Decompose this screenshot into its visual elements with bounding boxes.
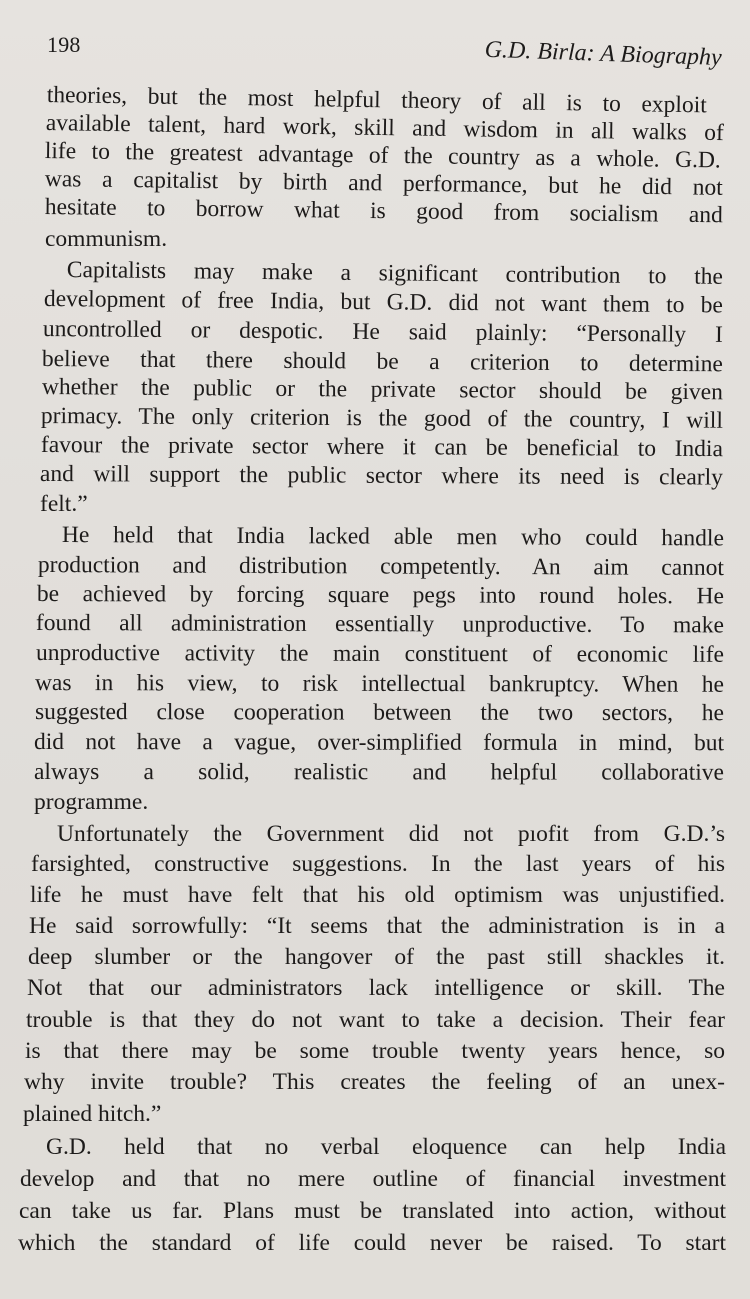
text-line: Capitalists may make a significant contribution to the [66, 257, 723, 290]
page-number: 198 [47, 32, 81, 57]
text-line: plained hitch.” [23, 1101, 162, 1127]
text-line: available talent, hard work, skill and wisdom in all walks of [45, 110, 724, 147]
text-line: life he must have felt that his old optimism was unjustified. [30, 882, 725, 908]
text-line: always a solid, realistic and helpful collaborative [33, 759, 725, 786]
text-line: did not have a vague, over-simplified formula in mind, but [33, 729, 725, 757]
text-line: favour the private sector where it can be beneficial to India [40, 432, 723, 463]
text-line: trouble is that they do not want to take a decision. Their fear [26, 1007, 725, 1033]
text-line: life to the greatest advantage of the country as a whole. G.D. [44, 138, 721, 174]
text-line: was in his view, to risk intellectual bankruptcy. When he [34, 670, 725, 698]
text-line: whether the public or the private sector should be given [41, 374, 723, 406]
text-line: believe that there should be a criterion to determine [41, 346, 723, 378]
text-line: farsighted, constructive suggestions. In the last years of his [31, 851, 725, 877]
text-line: hesitate to borrow what is good from socialism and [44, 194, 723, 229]
text-line: why invite trouble? This creates the feeling of an unex- [24, 1069, 725, 1095]
text-line: be achieved by forcing square pegs into round holes. He [36, 581, 725, 610]
text-line: was a capitalist by birth and performance, but he did not [44, 166, 723, 201]
text-line: production and distribution competently. An aim cannot [37, 552, 725, 581]
text-line: develop and that no mere outline of financial investment [20, 1166, 726, 1192]
text-line: development of free India, but G.D. did not want them to be [43, 286, 723, 319]
text-line: He held that India lacked able men who could handle [61, 522, 725, 552]
text-line: primacy. The only criterion is the good of the country, I will [40, 403, 723, 434]
running-head: G.D. Birla: A Biography [484, 36, 723, 71]
text-line: suggested close cooperation between the two sectors, he [34, 699, 725, 727]
text-line: Not that our administrators lack intelligence or skill. The [27, 975, 725, 1001]
text-line: Unfortunately the Government did not pıofit from G.D.’s [57, 821, 725, 847]
text-line: which the standard of life could never be raised. To start [18, 1230, 726, 1256]
text-line: unproductive activity the main constituent of economic life [35, 640, 725, 668]
text-line: deep slumber or the hangover of the past still shackles it. [28, 944, 725, 970]
text-line: programme. [34, 789, 149, 815]
text-line: felt.” [40, 491, 88, 517]
text-line: communism. [45, 226, 168, 252]
text-line: can take us far. Plans must be translated into action, without [19, 1198, 726, 1224]
text-line: G.D. held that no verbal eloquence can help India [46, 1134, 726, 1160]
text-line: is that there may be some trouble twenty years hence, so [25, 1038, 725, 1064]
text-line: and will support the public sector where its need is clearly [39, 461, 724, 491]
text-line: found all administration essentially unproductive. To make [35, 610, 725, 639]
text-line: uncontrolled or despotic. He said plainly: “Personally I [42, 316, 723, 348]
text-line: theories, but the most helpful theory of all is to exploit [46, 82, 707, 119]
text-line: He said sorrowfully: “It seems that the administration is in a [29, 913, 725, 939]
